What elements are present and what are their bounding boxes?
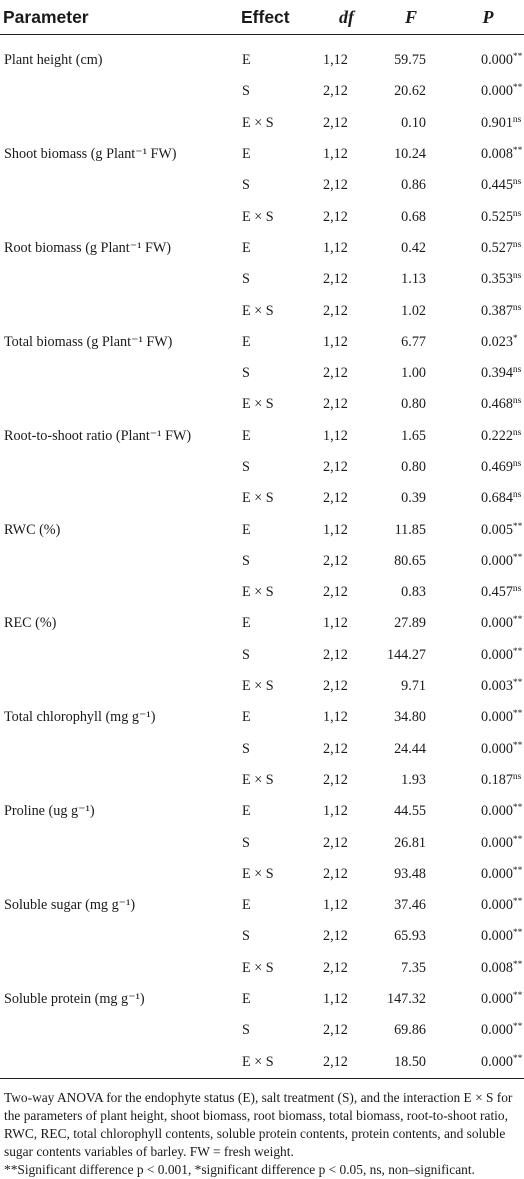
p-value: 0.684: [481, 490, 513, 507]
cell-df: 2,12: [323, 1047, 370, 1079]
significance-marker: **: [512, 709, 523, 720]
p-value: 0.000: [481, 615, 513, 632]
cell-df: 1,12: [323, 897, 348, 914]
p-value: 0.000: [481, 740, 513, 757]
cell-p: [452, 452, 524, 483]
cell-p: [452, 640, 524, 671]
cell-df: 2,12: [323, 490, 348, 507]
cell-f: 11.85: [394, 521, 426, 538]
cell-p: [452, 921, 524, 952]
cell-df: 1,12: [323, 991, 348, 1008]
cell-f: 0.86: [401, 177, 426, 194]
table-row: [0, 671, 524, 702]
cell-p: [452, 796, 524, 827]
significance-marker: **: [512, 1053, 523, 1064]
p-value: 0.000: [481, 52, 513, 69]
cell-parameter: [0, 76, 241, 107]
cell-p: [452, 984, 524, 1015]
significance-marker: *: [512, 333, 518, 344]
significance-marker: **: [512, 678, 523, 689]
cell-p: [452, 264, 524, 295]
cell-effect: E: [242, 709, 251, 726]
cell-parameter: [0, 671, 241, 702]
significance-marker: **: [512, 83, 523, 94]
cell-p: [452, 953, 524, 984]
table-row: [0, 139, 524, 170]
table-row: [0, 358, 524, 389]
cell-f: 0.42: [401, 239, 426, 256]
cell-df: 2,12: [323, 83, 348, 100]
cell-df: 2,12: [323, 271, 348, 288]
cell-parameter: [0, 170, 241, 201]
significance-marker: ns: [512, 208, 522, 219]
table-row: [0, 108, 524, 139]
table-row: [0, 702, 524, 733]
cell-df: 2,12: [323, 459, 348, 475]
cell-effect: E: [242, 333, 251, 350]
cell-effect: E: [242, 991, 251, 1008]
table-row: [0, 608, 524, 639]
cell-df: 2,12: [323, 365, 348, 382]
cell-f: 0.80: [401, 396, 426, 413]
cell-p: [452, 765, 524, 796]
cell-effect: E × S: [242, 208, 274, 225]
cell-parameter: [0, 765, 241, 796]
cell-p: [452, 389, 524, 420]
significance-marker: **: [512, 646, 523, 657]
cell-f: 1.13: [401, 271, 426, 288]
p-value: 0.023: [481, 333, 513, 350]
table-row: [0, 514, 524, 545]
cell-f: 0.83: [401, 584, 426, 601]
p-value: 0.000: [481, 897, 513, 914]
significance-marker: ns: [512, 584, 522, 595]
table-row: [0, 170, 524, 201]
cell-parameter: [0, 295, 241, 326]
cell-effect: E: [242, 427, 251, 444]
cell-effect: S: [242, 365, 250, 382]
cell-df: 1,12: [323, 333, 348, 350]
cell-effect: S: [242, 552, 250, 569]
cell-effect: S: [242, 834, 250, 851]
significance-marker: **: [512, 52, 523, 63]
significance-marker: ns: [512, 396, 522, 407]
p-value: 0.000: [481, 803, 513, 820]
cell-f: 0.80: [401, 459, 426, 475]
cell-effect: E × S: [242, 678, 274, 695]
table-row: [0, 546, 524, 577]
cell-p: [452, 483, 524, 514]
cell-df: 2,12: [323, 1022, 348, 1039]
cell-effect: E × S: [242, 584, 274, 601]
cell-df: 2,12: [323, 834, 348, 851]
significance-note: **Significant difference p < 0.001, *significant difference p < 0.05, ns, non–significant.: [4, 1161, 475, 1177]
p-value: 0.000: [481, 865, 513, 882]
p-value: 0.469: [481, 459, 513, 475]
cell-p: [452, 170, 524, 201]
cell-effect: E × S: [241, 1047, 323, 1079]
cell-f: 147.32: [386, 991, 426, 1008]
cell-f: 93.48: [394, 865, 426, 882]
cell-p: [452, 233, 524, 264]
p-value: 0.468: [481, 396, 513, 413]
cell-parameter: [0, 921, 241, 952]
table-row: [0, 734, 524, 765]
p-value: 0.000: [481, 991, 513, 1008]
p-value: 0.222: [481, 427, 513, 444]
cell-f: 0.39: [401, 490, 426, 507]
cell-parameter: Total chlorophyll (mg g⁻¹): [4, 709, 156, 726]
header-parameter: Parameter: [0, 0, 241, 35]
cell-effect: E: [242, 897, 251, 914]
p-value: 0.000: [481, 83, 513, 100]
cell-df: 1,12: [323, 521, 348, 538]
cell-parameter: [0, 201, 241, 232]
table-row: [0, 921, 524, 952]
cell-p: [452, 295, 524, 326]
cell-p: [452, 35, 524, 77]
cell-p: [452, 608, 524, 639]
significance-marker: ns: [512, 771, 522, 782]
header-df: df: [323, 0, 370, 35]
cell-f: 0.10: [401, 114, 426, 131]
cell-effect: S: [242, 177, 250, 194]
p-value: 0.445: [481, 177, 513, 194]
table-row: [0, 35, 524, 77]
cell-f: 37.46: [394, 897, 426, 914]
cell-effect: E: [242, 803, 251, 820]
significance-marker: ns: [512, 365, 522, 376]
cell-f: 27.89: [394, 615, 426, 632]
cell-p: [452, 108, 524, 139]
table-row: [0, 984, 524, 1015]
cell-effect: E: [242, 615, 251, 632]
cell-effect: E × S: [242, 959, 274, 976]
cell-df: 2,12: [323, 740, 348, 757]
cell-df: 2,12: [323, 584, 348, 601]
cell-p: [452, 358, 524, 389]
significance-marker: **: [512, 1022, 523, 1033]
cell-parameter: [0, 1047, 241, 1079]
cell-f: 0.68: [401, 208, 426, 225]
significance-marker: ns: [512, 427, 522, 438]
cell-parameter: RWC (%): [4, 521, 61, 538]
cell-df: 2,12: [323, 678, 348, 695]
cell-effect: S: [242, 646, 250, 663]
table-row: [0, 827, 524, 858]
cell-parameter: [0, 859, 241, 890]
table-caption: Two-way ANOVA for the endophyte status (E), salt treatment (S), and the interaction E × S for the parameters of plant height, shoot biomass, root biomass, total biomass, root-to-shoot ratio, RWC, REC, total chlorophyll contents, soluble protein contents, protein contents, and soluble sugar contents variables of barley. FW = fresh weight.: [4, 1089, 513, 1159]
cell-f: 80.65: [394, 552, 426, 569]
p-value: 0.000: [481, 928, 513, 945]
cell-parameter: Total biomass (g Plant⁻¹ FW): [4, 333, 173, 350]
cell-effect: E: [242, 146, 251, 163]
cell-effect: E × S: [242, 865, 274, 882]
cell-df: 1,12: [323, 239, 348, 256]
cell-effect: S: [242, 83, 250, 100]
cell-f: 24.44: [394, 740, 426, 757]
table-header-row: [0, 0, 524, 35]
cell-df: 1,12: [323, 52, 348, 69]
header-effect: Effect: [241, 0, 323, 35]
cell-parameter: [0, 640, 241, 671]
significance-marker: **: [512, 803, 523, 814]
cell-f: 6.77: [401, 333, 426, 350]
cell-parameter: [0, 546, 241, 577]
cell-f: 59.75: [394, 52, 426, 69]
cell-effect: E: [242, 52, 251, 69]
cell-df: 2,12: [323, 396, 348, 413]
cell-p: [452, 577, 524, 608]
cell-f: 18.50: [370, 1047, 452, 1079]
cell-parameter: [0, 452, 241, 483]
cell-f: 34.80: [394, 709, 426, 726]
significance-marker: **: [512, 740, 523, 751]
table-row: [0, 264, 524, 295]
header-f: F: [370, 0, 452, 35]
cell-effect: E × S: [242, 114, 274, 131]
cell-df: 1,12: [323, 709, 348, 726]
cell-parameter: [0, 953, 241, 984]
cell-f: 1.93: [401, 771, 426, 788]
cell-p: [452, 734, 524, 765]
cell-effect: E × S: [242, 771, 274, 788]
cell-f: 20.62: [394, 83, 426, 100]
cell-df: 2,12: [323, 959, 348, 976]
cell-p: [452, 546, 524, 577]
significance-marker: **: [512, 959, 523, 970]
cell-df: 2,12: [323, 928, 348, 945]
cell-p: [452, 327, 524, 358]
table-body: [0, 35, 524, 1079]
cell-parameter: [0, 108, 241, 139]
p-value: 0.000: [481, 834, 513, 851]
p-value: 0.901: [481, 114, 513, 131]
table-row: [0, 421, 524, 452]
p-value: 0.000: [481, 1022, 513, 1039]
cell-effect: S: [242, 740, 250, 757]
cell-df: 1,12: [323, 427, 348, 444]
cell-parameter: [0, 483, 241, 514]
cell-f: 44.55: [394, 803, 426, 820]
significance-marker: ns: [512, 490, 522, 501]
table-row: [0, 201, 524, 232]
cell-effect: E × S: [242, 302, 274, 319]
cell-parameter: Proline (ug g⁻¹): [4, 803, 95, 820]
table-row: [0, 452, 524, 483]
p-value: 0.008: [481, 959, 513, 976]
table-footnotes: [0, 1079, 524, 1179]
cell-df: 1,12: [323, 146, 348, 163]
cell-parameter: Shoot biomass (g Plant⁻¹ FW): [4, 146, 177, 163]
cell-f: 7.35: [401, 959, 426, 976]
table-row: [0, 577, 524, 608]
cell-parameter: Soluble protein (mg g⁻¹): [4, 991, 145, 1008]
significance-marker: ns: [512, 459, 522, 469]
cell-f: 144.27: [386, 646, 426, 663]
cell-parameter: [0, 264, 241, 295]
cell-p: [452, 827, 524, 858]
p-value: 0.457: [481, 584, 513, 601]
cell-df: 2,12: [323, 646, 348, 663]
cell-f: 10.24: [394, 146, 426, 163]
table-row: [0, 1015, 524, 1046]
significance-marker: **: [512, 991, 523, 1002]
cell-p: [452, 201, 524, 232]
significance-marker: **: [512, 521, 523, 532]
cell-parameter: [0, 358, 241, 389]
table-row: [0, 76, 524, 107]
cell-p: [452, 139, 524, 170]
cell-effect: E: [242, 521, 251, 538]
cell-f: 26.81: [394, 834, 426, 851]
significance-marker: ns: [512, 239, 522, 250]
significance-marker: **: [512, 897, 523, 908]
table-row: [0, 327, 524, 358]
cell-df: 2,12: [323, 552, 348, 569]
cell-effect: S: [242, 271, 250, 288]
cell-p: [452, 859, 524, 890]
table-row: [0, 796, 524, 827]
p-value: 0.187: [481, 771, 513, 788]
table-row: [0, 640, 524, 671]
p-value: 0.000: [481, 709, 513, 726]
cell-parameter: [0, 734, 241, 765]
significance-marker: ns: [512, 114, 522, 125]
significance-marker: **: [512, 865, 523, 876]
cell-parameter: REC (%): [4, 615, 57, 632]
p-value: 0.353: [481, 271, 513, 288]
cell-df: 1,12: [323, 615, 348, 632]
cell-parameter: [0, 1015, 241, 1046]
significance-marker: ns: [512, 177, 522, 188]
cell-f: 65.93: [394, 928, 426, 945]
table-row: [0, 483, 524, 514]
cell-parameter: Plant height (cm): [4, 52, 103, 69]
cell-df: 2,12: [323, 177, 348, 194]
header-p: P: [452, 0, 524, 35]
cell-effect: S: [242, 928, 250, 945]
table-row: [0, 389, 524, 420]
cell-parameter: Root-to-shoot ratio (Plant⁻¹ FW): [4, 427, 192, 444]
cell-f: 1.02: [401, 302, 426, 319]
significance-marker: ns: [512, 271, 522, 282]
significance-marker: ns: [512, 302, 522, 313]
cell-parameter: Root biomass (g Plant⁻¹ FW): [4, 239, 172, 256]
cell-p: [452, 890, 524, 921]
table-row: [0, 859, 524, 890]
cell-df: 2,12: [323, 114, 348, 131]
cell-f: 69.86: [394, 1022, 426, 1039]
cell-p: [452, 1015, 524, 1046]
p-value: 0.000: [481, 646, 513, 663]
p-value: 0.000: [481, 1053, 513, 1070]
table-row: [0, 765, 524, 796]
table-row: [0, 953, 524, 984]
cell-parameter: [0, 577, 241, 608]
significance-marker: **: [512, 928, 523, 939]
cell-p: [452, 76, 524, 107]
cell-effect: S: [242, 459, 250, 475]
cell-p: [452, 1047, 524, 1079]
p-value: 0.000: [481, 552, 513, 569]
cell-parameter: [0, 827, 241, 858]
cell-p: [452, 514, 524, 545]
table-row: [0, 233, 524, 264]
table-row: [0, 1047, 524, 1079]
significance-marker: **: [512, 146, 523, 157]
cell-df: 2,12: [323, 865, 348, 882]
cell-p: [452, 671, 524, 702]
cell-f: 1.65: [401, 427, 426, 444]
significance-marker: **: [512, 615, 523, 626]
p-value: 0.527: [481, 239, 513, 256]
p-value: 0.008: [481, 146, 513, 163]
cell-effect: S: [242, 1022, 250, 1039]
cell-p: [452, 421, 524, 452]
p-value: 0.525: [481, 208, 513, 225]
cell-df: 1,12: [323, 803, 348, 820]
p-value: 0.394: [481, 365, 513, 382]
table-row: [0, 295, 524, 326]
cell-df: 2,12: [323, 302, 348, 319]
cell-parameter: [0, 389, 241, 420]
cell-effect: E × S: [242, 490, 274, 507]
cell-df: 2,12: [323, 771, 348, 788]
significance-marker: **: [512, 552, 523, 563]
cell-effect: E: [242, 239, 251, 256]
p-value: 0.387: [481, 302, 513, 319]
cell-p: [452, 702, 524, 733]
table-row: [0, 890, 524, 921]
p-value: 0.005: [481, 521, 513, 538]
cell-parameter: Soluble sugar (mg g⁻¹): [4, 897, 136, 914]
cell-f: 9.71: [401, 678, 426, 695]
cell-df: 2,12: [323, 208, 348, 225]
significance-marker: **: [512, 834, 523, 845]
cell-effect: E × S: [242, 396, 274, 413]
p-value: 0.003: [481, 678, 513, 695]
cell-f: 1.00: [401, 365, 426, 382]
